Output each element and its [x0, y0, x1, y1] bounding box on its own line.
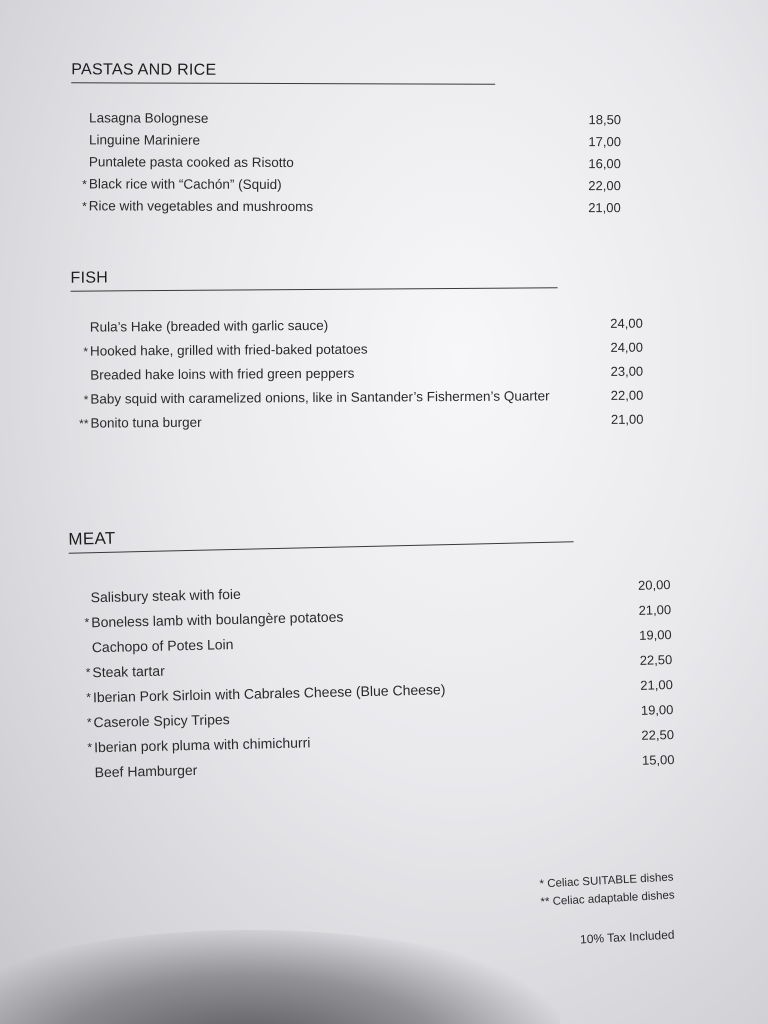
celiac-mark: *: [83, 344, 89, 359]
section-title: MEAT: [68, 518, 573, 553]
dish-name: Cachopo of Potes Loin: [91, 636, 234, 656]
dish-name: Iberian pork pluma with chimichurri: [93, 734, 311, 756]
hand-shadow: [0, 930, 560, 1024]
menu-list: [84, 572, 675, 785]
celiac-mark: *: [86, 715, 92, 730]
dish-name: Caserole Spicy Tripes: [93, 711, 230, 731]
section-meat: [68, 518, 675, 785]
section-title: PASTAS AND RICE: [71, 61, 495, 84]
menu-list: [79, 312, 644, 436]
legend-suitable: * Celiac SUITABLE dishes: [539, 871, 674, 891]
dish-name: Breaded hake loins with fried green peppers: [90, 365, 355, 383]
dish-name: Iberian Pork Sirloin with Cabrales Cheese (Blue Cheese): [92, 681, 446, 706]
menu-list: [82, 107, 622, 219]
dish-name: Bonito tuna burger: [90, 414, 202, 431]
dish-name: Linguine Mariniere: [88, 132, 201, 148]
menu-item: [89, 129, 621, 153]
dish-price: 21,00: [610, 411, 644, 427]
celiac-mark: *: [85, 665, 91, 680]
dish-price: 21,00: [588, 200, 621, 216]
dish-price: 22,50: [639, 652, 673, 668]
celiac-mark: *: [82, 177, 87, 192]
celiac-mark: *: [82, 199, 87, 214]
dish-price: 17,00: [588, 134, 622, 150]
tax-note: 10% Tax Included: [579, 927, 675, 947]
celiac-mark: *: [86, 690, 92, 705]
dish-name: Lasagna Bolognese: [89, 110, 209, 126]
dish-price: 22,00: [588, 178, 621, 194]
dish-price: 24,00: [610, 315, 643, 331]
section-fish: [70, 266, 644, 435]
dish-price: 21,00: [638, 602, 672, 618]
celiac-mark: *: [87, 740, 93, 755]
dish-name: Beef Hamburger: [94, 761, 198, 781]
dish-price: 15,00: [641, 752, 675, 768]
dish-price: 16,00: [588, 156, 621, 172]
dish-price: 19,00: [638, 627, 672, 643]
dish-name: Steak tartar: [92, 662, 165, 681]
dish-price: 20,00: [637, 577, 671, 593]
dish-price: 21,00: [640, 677, 673, 693]
dish-name: Salisbury steak with foie: [90, 585, 242, 606]
dish-price: 19,00: [640, 702, 674, 718]
menu-item: [82, 195, 621, 219]
section-pastas-and-rice: [71, 61, 622, 218]
dish-price: 24,00: [610, 339, 644, 355]
dish-name: Puntalete pasta cooked as Risotto: [88, 154, 294, 171]
menu-item: [82, 173, 621, 197]
celiac-mark: **: [79, 416, 89, 431]
dish-price: 18,50: [588, 112, 622, 128]
celiac-legend: [539, 869, 675, 912]
menu-item: [89, 107, 621, 131]
dish-name: Hooked hake, grilled with fried-baked potatoes: [89, 341, 368, 359]
dish-name: Baby squid with caramelized onions, like in Santander’s Fishermen’s Quarter: [90, 388, 550, 407]
menu-item: [89, 151, 621, 175]
dish-name: Rice with vegetables and mushrooms: [88, 198, 314, 215]
celiac-mark: *: [84, 615, 90, 630]
dish-price: 23,00: [610, 363, 644, 379]
dish-name: Rula’s Hake (breaded with garlic sauce): [89, 317, 329, 335]
section-title: FISH: [70, 266, 557, 291]
dish-price: 22,00: [610, 387, 644, 403]
celiac-mark: *: [83, 392, 89, 407]
menu-item: [79, 408, 644, 436]
dish-price: 22,50: [641, 727, 675, 743]
dish-name: Black rice with “Cachón” (Squid): [88, 176, 282, 192]
legend-adaptable: ** Celiac adaptable dishes: [540, 889, 675, 909]
dish-name: Boneless lamb with boulangère potatoes: [91, 608, 344, 631]
